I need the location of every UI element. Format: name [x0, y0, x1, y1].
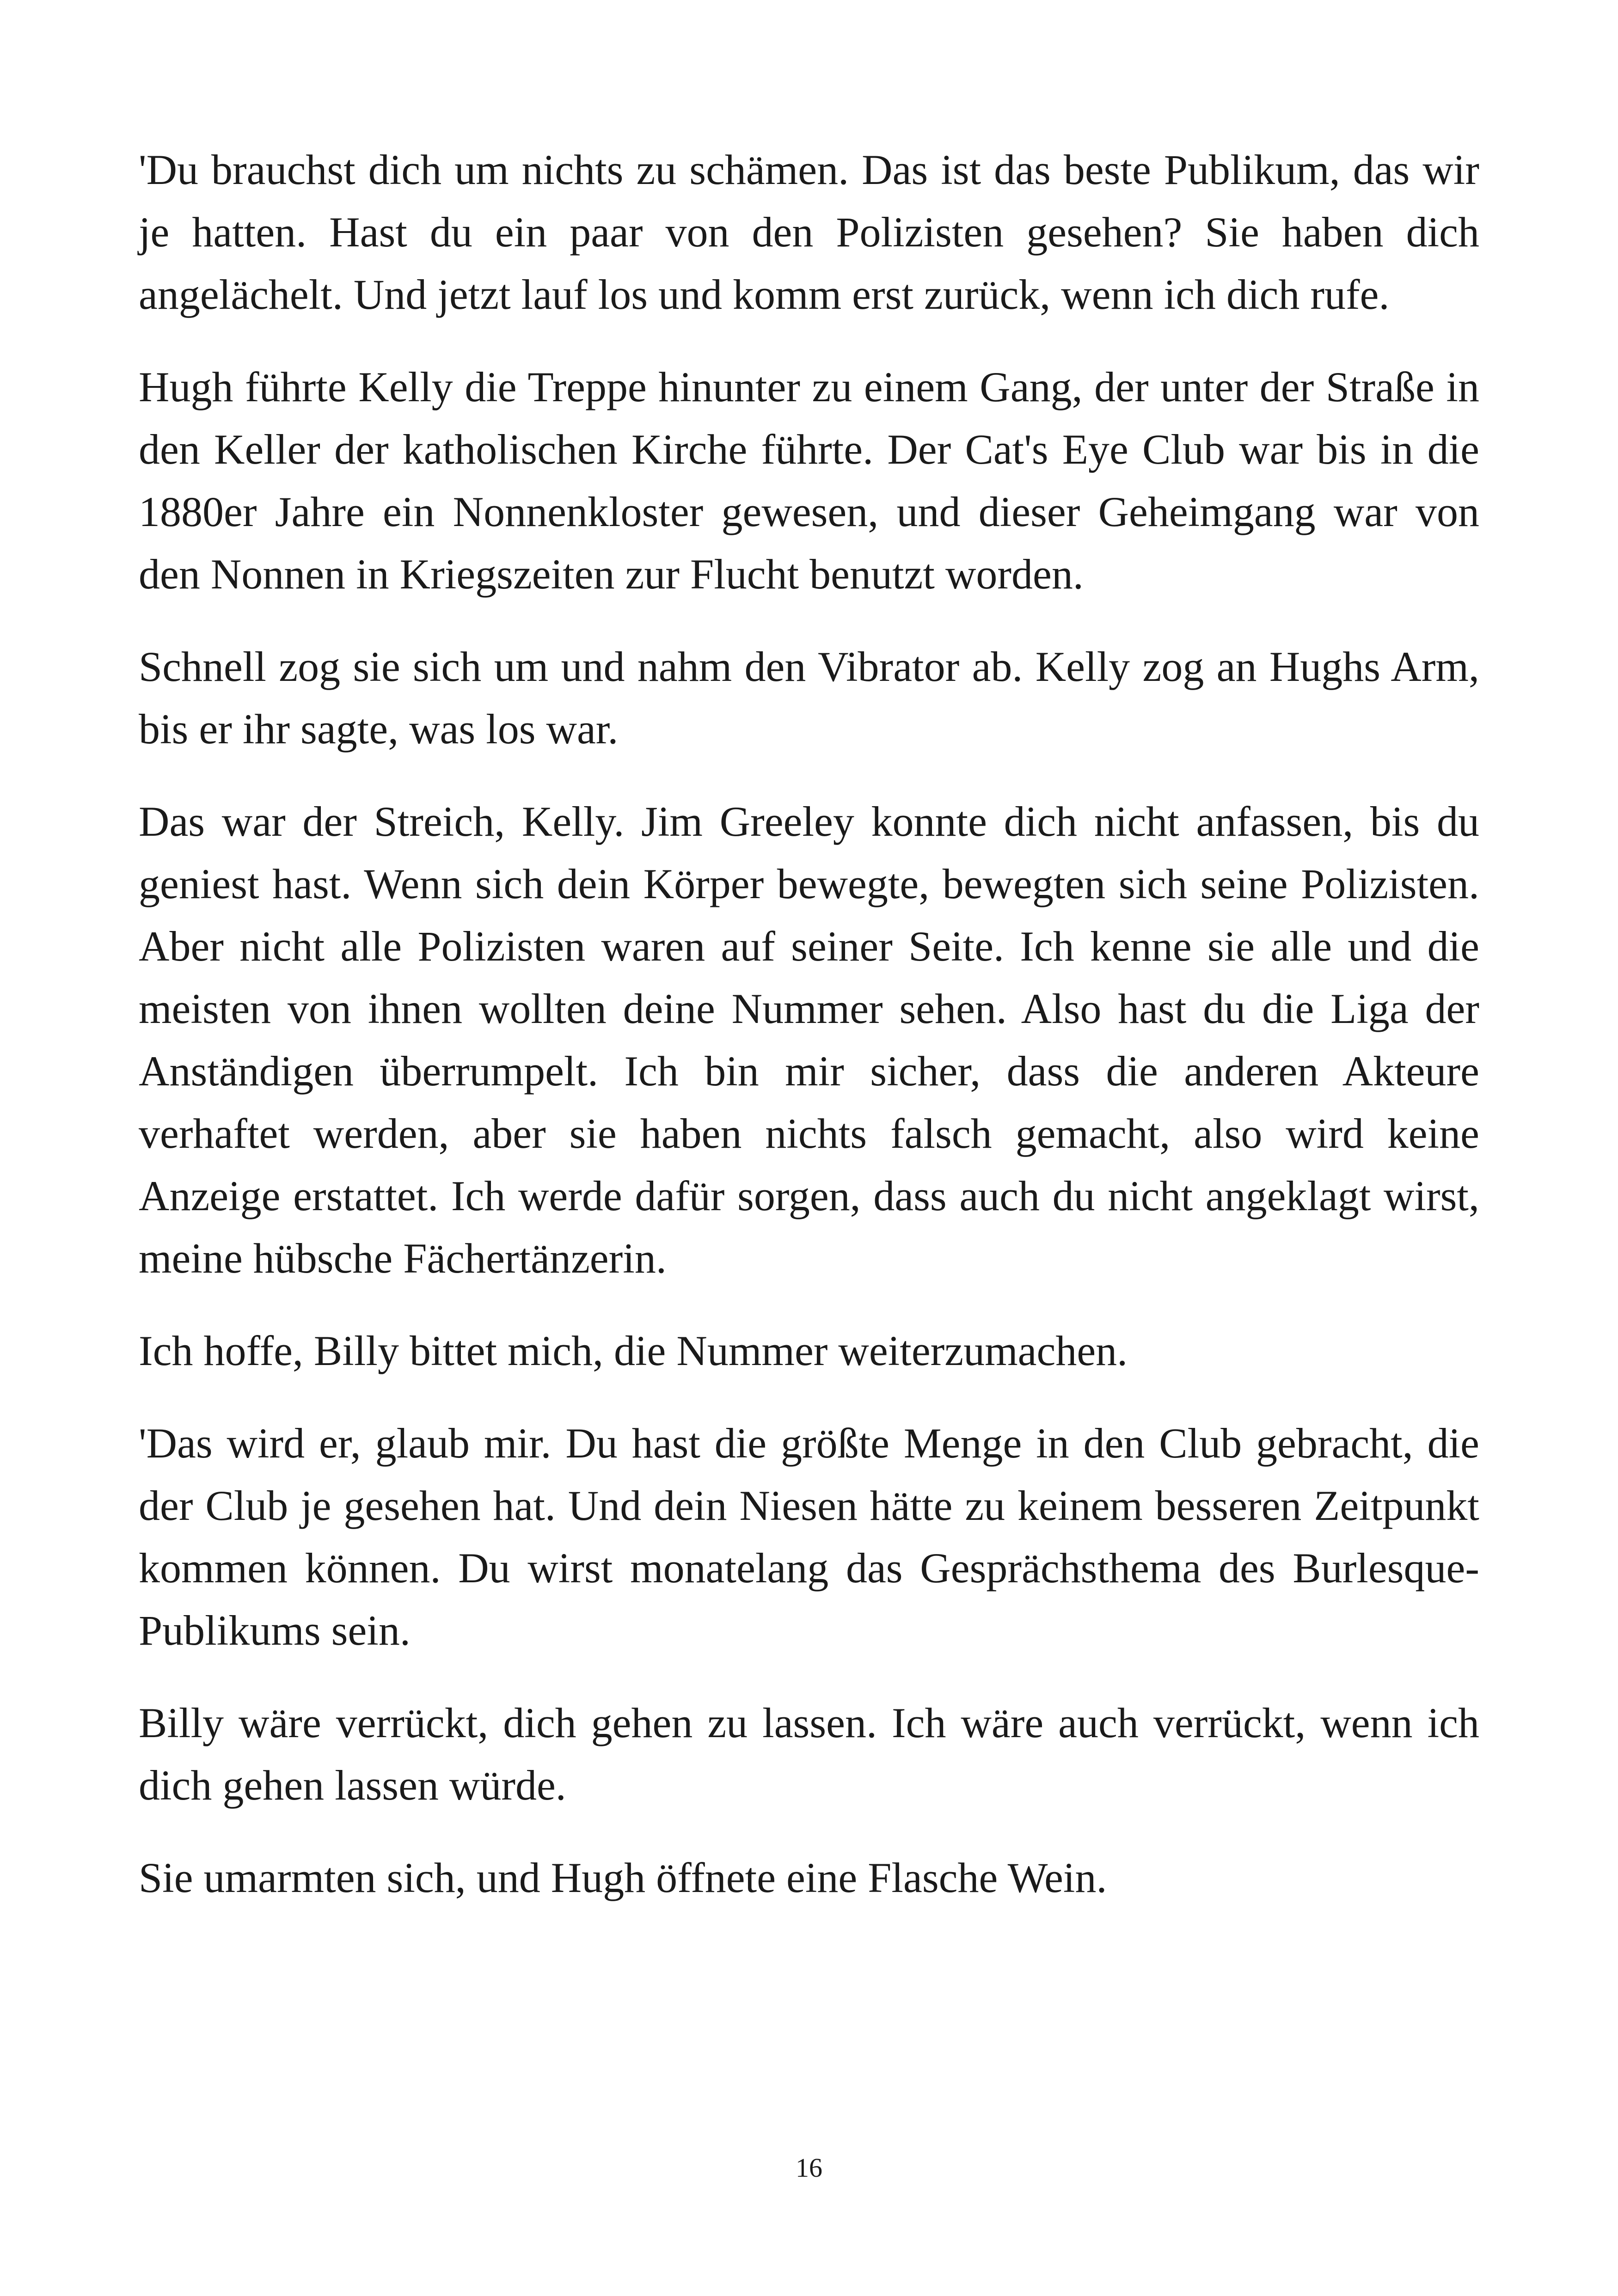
- paragraph-7: Billy wäre verrückt, dich gehen zu lassen. Ich wäre auch verrückt, wenn ich dich gehen lassen würde.: [139, 1699, 1479, 1809]
- paragraph-6: 'Das wird er, glaub mir. Du hast die größte Menge in den Club gebracht, die der Club je gesehen hat. Und dein Niesen hätte zu keinem besseren Zeitpunkt kommen können. Du wirst monatelang das Gesprächsthema des Burlesque-Publikums sein.: [139, 1420, 1479, 1654]
- paragraph-5: Ich hoffe, Billy bittet mich, die Nummer weiterzumachen.: [139, 1327, 1128, 1374]
- paragraph-8: Sie umarmten sich, und Hugh öffnete eine Flasche Wein.: [139, 1854, 1107, 1901]
- paragraph-1: 'Du brauchst dich um nichts zu schämen. Das ist das beste Publikum, das wir je hatten. Hast du ein paar von den Polizisten gesehen? Sie haben dich angelächelt. Und jetzt lauf los und komm erst zurück, wenn ich dich rufe.: [139, 146, 1479, 318]
- paragraph-3: Schnell zog sie sich um und nahm den Vibrator ab. Kelly zog an Hughs Arm, bis er ihr sagte, was los war.: [139, 643, 1479, 753]
- body-text: [139, 139, 1479, 1939]
- page-number: 16: [796, 2153, 822, 2183]
- paragraph-2: Hugh führte Kelly die Treppe hinunter zu einem Gang, der unter der Straße in den Keller der katholischen Kirche führte. Der Cat's Eye Club war bis in die 1880er Jahre ein Nonnenkloster gewesen, und dieser Geheimgang war von den Nonnen in Kriegszeiten zur Flucht benutzt worden.: [139, 363, 1479, 598]
- paragraph-4: Das war der Streich, Kelly. Jim Greeley konnte dich nicht anfassen, bis du geniest hast. Wenn sich dein Körper bewegte, bewegten sich seine Polizisten. Aber nicht alle Polizisten waren auf seiner Seite. Ich kenne sie alle und die meisten von ihnen wollten deine Nummer sehen. Also hast du die Liga der Anständigen überrumpelt. Ich bin mir sicher, dass die anderen Akteure verhaftet werden, aber sie haben nichts falsch gemacht, also wird keine Anzeige erstattet. Ich werde dafür sorgen, dass auch du nicht angeklagt wirst, meine hübsche Fächertänzerin.: [139, 798, 1479, 1282]
